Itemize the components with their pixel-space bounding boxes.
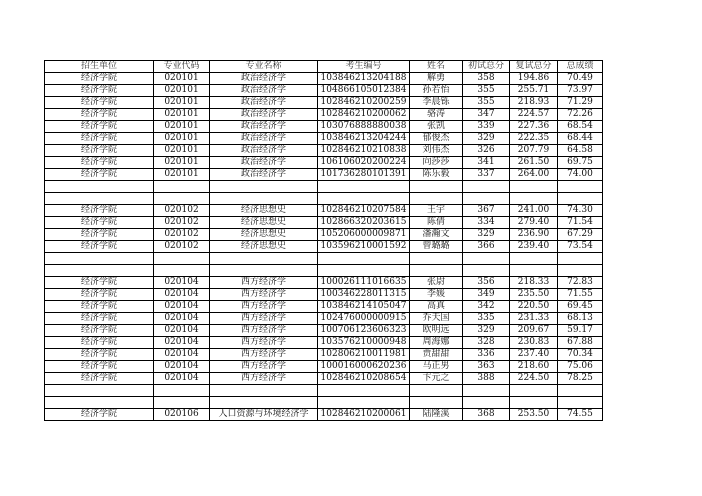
unit-cell: 经济学院 <box>45 157 154 169</box>
candidate-id-cell: 102846210200062 <box>318 109 410 121</box>
major-name-cell <box>210 181 318 193</box>
total-score-cell: 67.29 <box>558 229 603 241</box>
name-cell: 马正男 <box>410 361 463 373</box>
table-row <box>45 289 603 301</box>
name-cell: 向莎莎 <box>410 157 463 169</box>
candidate-id-cell: 102806210011981 <box>318 349 410 361</box>
initial-score-cell <box>463 253 510 265</box>
retest-score-cell: 264.00 <box>510 169 558 181</box>
total-score-cell: 64.58 <box>558 145 603 157</box>
candidate-id-cell: 105206000009871 <box>318 229 410 241</box>
major-name-cell: 政治经济学 <box>210 109 318 121</box>
major-name-cell: 经济思想史 <box>210 217 318 229</box>
total-score-cell: 74.00 <box>558 169 603 181</box>
candidate-id-cell: 103846214105047 <box>318 301 410 313</box>
candidate-id-cell: 100706123606323 <box>318 325 410 337</box>
empty-row <box>45 181 603 193</box>
name-cell: 乔天国 <box>410 313 463 325</box>
major-code-cell <box>154 385 210 397</box>
retest-score-cell: 227.36 <box>510 121 558 133</box>
name-cell: 卞元之 <box>410 373 463 385</box>
table-row <box>45 373 603 385</box>
unit-cell: 经济学院 <box>45 97 154 109</box>
initial-score-cell: 341 <box>463 157 510 169</box>
major-name-cell: 政治经济学 <box>210 73 318 85</box>
total-score-cell: 73.54 <box>558 241 603 253</box>
header-cell: 专业名称 <box>210 61 318 73</box>
table-row <box>45 325 603 337</box>
major-name-cell: 政治经济学 <box>210 121 318 133</box>
table-row <box>45 409 603 421</box>
table-row <box>45 121 603 133</box>
unit-cell: 经济学院 <box>45 217 154 229</box>
major-code-cell: 020104 <box>154 349 210 361</box>
candidate-id-cell <box>318 193 410 205</box>
retest-score-cell: 253.50 <box>510 409 558 421</box>
name-cell: 孙若怡 <box>410 85 463 97</box>
unit-cell: 经济学院 <box>45 133 154 145</box>
retest-score-cell: 279.40 <box>510 217 558 229</box>
table-row <box>45 109 603 121</box>
initial-score-cell: 368 <box>463 409 510 421</box>
initial-score-cell: 358 <box>463 73 510 85</box>
major-name-cell: 西方经济学 <box>210 277 318 289</box>
major-code-cell: 020101 <box>154 109 210 121</box>
name-cell: 张尉 <box>410 277 463 289</box>
name-cell <box>410 181 463 193</box>
initial-score-cell: 349 <box>463 289 510 301</box>
table-row <box>45 349 603 361</box>
major-name-cell: 西方经济学 <box>210 349 318 361</box>
header-cell: 姓名 <box>410 61 463 73</box>
unit-cell: 经济学院 <box>45 205 154 217</box>
total-score-cell: 72.83 <box>558 277 603 289</box>
retest-score-cell: 220.50 <box>510 301 558 313</box>
unit-cell <box>45 385 154 397</box>
initial-score-cell <box>463 193 510 205</box>
table-row <box>45 217 603 229</box>
candidate-id-cell: 102846210200259 <box>318 97 410 109</box>
major-code-cell: 020104 <box>154 373 210 385</box>
major-code-cell: 020101 <box>154 145 210 157</box>
total-score-cell: 73.97 <box>558 85 603 97</box>
major-name-cell: 政治经济学 <box>210 85 318 97</box>
initial-score-cell: 355 <box>463 85 510 97</box>
major-code-cell: 020102 <box>154 205 210 217</box>
unit-cell: 经济学院 <box>45 337 154 349</box>
initial-score-cell: 355 <box>463 97 510 109</box>
retest-score-cell: 222.35 <box>510 133 558 145</box>
total-score-cell: 74.30 <box>558 205 603 217</box>
major-code-cell: 020102 <box>154 217 210 229</box>
major-code-cell: 020104 <box>154 301 210 313</box>
major-code-cell: 020104 <box>154 361 210 373</box>
retest-score-cell: 235.50 <box>510 289 558 301</box>
major-code-cell: 020104 <box>154 277 210 289</box>
major-name-cell: 政治经济学 <box>210 157 318 169</box>
name-cell <box>410 265 463 277</box>
unit-cell: 经济学院 <box>45 121 154 133</box>
initial-score-cell: 363 <box>463 361 510 373</box>
major-code-cell: 020102 <box>154 229 210 241</box>
major-code-cell: 020101 <box>154 73 210 85</box>
name-cell: 陈倩 <box>410 217 463 229</box>
unit-cell: 经济学院 <box>45 85 154 97</box>
table-row <box>45 229 603 241</box>
table-row <box>45 313 603 325</box>
retest-score-cell: 237.40 <box>510 349 558 361</box>
major-name-cell: 政治经济学 <box>210 145 318 157</box>
major-name-cell: 政治经济学 <box>210 97 318 109</box>
major-name-cell <box>210 397 318 409</box>
name-cell: 曾璐璐 <box>410 241 463 253</box>
empty-row <box>45 193 603 205</box>
candidate-id-cell: 100026111016635 <box>318 277 410 289</box>
major-name-cell: 经济思想史 <box>210 205 318 217</box>
table-row <box>45 337 603 349</box>
initial-score-cell: 329 <box>463 133 510 145</box>
name-cell: 骆涛 <box>410 109 463 121</box>
major-code-cell: 020101 <box>154 169 210 181</box>
total-score-cell: 68.44 <box>558 133 603 145</box>
major-code-cell: 020101 <box>154 121 210 133</box>
major-code-cell <box>154 265 210 277</box>
table-row <box>45 361 603 373</box>
candidate-id-cell: 103576210000948 <box>318 337 410 349</box>
unit-cell: 经济学院 <box>45 109 154 121</box>
major-name-cell: 西方经济学 <box>210 289 318 301</box>
total-score-cell <box>558 253 603 265</box>
retest-score-cell: 194.86 <box>510 73 558 85</box>
table-row <box>45 145 603 157</box>
major-name-cell: 政治经济学 <box>210 133 318 145</box>
total-score-cell <box>558 193 603 205</box>
major-code-cell: 020101 <box>154 97 210 109</box>
candidate-id-cell: 100016000620236 <box>318 361 410 373</box>
table-row <box>45 157 603 169</box>
initial-score-cell: 342 <box>463 301 510 313</box>
candidate-id-cell: 103076888880038 <box>318 121 410 133</box>
unit-cell <box>45 181 154 193</box>
retest-score-cell: 224.50 <box>510 373 558 385</box>
unit-cell <box>45 193 154 205</box>
unit-cell: 经济学院 <box>45 169 154 181</box>
candidate-id-cell: 101736280101391 <box>318 169 410 181</box>
candidate-id-cell <box>318 397 410 409</box>
unit-cell <box>45 253 154 265</box>
retest-score-cell: 261.50 <box>510 157 558 169</box>
major-code-cell: 020106 <box>154 409 210 421</box>
candidate-id-cell: 102846210207584 <box>318 205 410 217</box>
unit-cell: 经济学院 <box>45 361 154 373</box>
major-code-cell <box>154 193 210 205</box>
initial-score-cell: 367 <box>463 205 510 217</box>
unit-cell: 经济学院 <box>45 229 154 241</box>
total-score-cell <box>558 397 603 409</box>
name-cell: 刘伟杰 <box>410 145 463 157</box>
header-cell: 考生编号 <box>318 61 410 73</box>
empty-row <box>45 385 603 397</box>
name-cell: 郁俊杰 <box>410 133 463 145</box>
candidate-id-cell: 102866320203615 <box>318 217 410 229</box>
unit-cell: 经济学院 <box>45 73 154 85</box>
header-cell: 初试总分 <box>463 61 510 73</box>
major-code-cell: 020104 <box>154 313 210 325</box>
retest-score-cell <box>510 181 558 193</box>
candidate-id-cell: 106106020200224 <box>318 157 410 169</box>
initial-score-cell: 356 <box>463 277 510 289</box>
name-cell: 陈乐毅 <box>410 169 463 181</box>
initial-score-cell: 337 <box>463 169 510 181</box>
empty-row <box>45 253 603 265</box>
name-cell <box>410 385 463 397</box>
initial-score-cell: 336 <box>463 349 510 361</box>
unit-cell: 经济学院 <box>45 313 154 325</box>
major-code-cell: 020104 <box>154 325 210 337</box>
retest-score-cell <box>510 193 558 205</box>
total-score-cell: 71.29 <box>558 97 603 109</box>
header-cell: 复试总分 <box>510 61 558 73</box>
unit-cell: 经济学院 <box>45 145 154 157</box>
major-name-cell <box>210 265 318 277</box>
major-name-cell: 政治经济学 <box>210 169 318 181</box>
retest-score-cell: 230.83 <box>510 337 558 349</box>
major-name-cell: 西方经济学 <box>210 301 318 313</box>
table-row <box>45 73 603 85</box>
name-cell: 李晨铄 <box>410 97 463 109</box>
candidate-id-cell: 103846213204188 <box>318 73 410 85</box>
header-cell: 专业代码 <box>154 61 210 73</box>
unit-cell <box>45 397 154 409</box>
retest-score-cell: 218.93 <box>510 97 558 109</box>
retest-score-cell: 207.79 <box>510 145 558 157</box>
empty-row <box>45 265 603 277</box>
total-score-cell: 68.54 <box>558 121 603 133</box>
major-code-cell: 020101 <box>154 85 210 97</box>
total-score-cell: 75.06 <box>558 361 603 373</box>
total-score-cell: 71.55 <box>558 289 603 301</box>
name-cell: 欧明远 <box>410 325 463 337</box>
table-row <box>45 133 603 145</box>
major-code-cell: 020104 <box>154 337 210 349</box>
major-name-cell: 西方经济学 <box>210 325 318 337</box>
total-score-cell: 74.55 <box>558 409 603 421</box>
total-score-cell: 78.25 <box>558 373 603 385</box>
table-row <box>45 85 603 97</box>
retest-score-cell: 224.57 <box>510 109 558 121</box>
major-name-cell <box>210 193 318 205</box>
retest-score-cell <box>510 385 558 397</box>
major-name-cell: 西方经济学 <box>210 337 318 349</box>
candidate-id-cell <box>318 385 410 397</box>
header-cell: 招生单位 <box>45 61 154 73</box>
initial-score-cell: 339 <box>463 121 510 133</box>
table-row <box>45 205 603 217</box>
name-cell: 解勇 <box>410 73 463 85</box>
retest-score-cell: 241.00 <box>510 205 558 217</box>
table-row <box>45 97 603 109</box>
candidate-id-cell: 102476000000915 <box>318 313 410 325</box>
total-score-cell: 69.75 <box>558 157 603 169</box>
major-name-cell: 人口资源与环境经济学 <box>210 409 318 421</box>
initial-score-cell <box>463 181 510 193</box>
total-score-cell <box>558 265 603 277</box>
retest-score-cell: 209.67 <box>510 325 558 337</box>
unit-cell: 经济学院 <box>45 325 154 337</box>
header-cell: 总成绩 <box>558 61 603 73</box>
total-score-cell <box>558 385 603 397</box>
total-score-cell: 70.49 <box>558 73 603 85</box>
retest-score-cell: 231.33 <box>510 313 558 325</box>
retest-score-cell: 239.40 <box>510 241 558 253</box>
name-cell <box>410 253 463 265</box>
candidate-id-cell: 102846210200061 <box>318 409 410 421</box>
initial-score-cell: 334 <box>463 217 510 229</box>
initial-score-cell: 366 <box>463 241 510 253</box>
major-code-cell: 020101 <box>154 133 210 145</box>
name-cell: 贾甜甜 <box>410 349 463 361</box>
total-score-cell: 72.26 <box>558 109 603 121</box>
table-row <box>45 301 603 313</box>
name-cell: 周海娜 <box>410 337 463 349</box>
name-cell <box>410 397 463 409</box>
candidate-id-cell: 103596210001592 <box>318 241 410 253</box>
major-code-cell <box>154 253 210 265</box>
initial-score-cell: 388 <box>463 373 510 385</box>
candidate-id-cell: 100346228011315 <box>318 289 410 301</box>
name-cell: 潘瀚文 <box>410 229 463 241</box>
initial-score-cell <box>463 385 510 397</box>
total-score-cell: 67.88 <box>558 337 603 349</box>
major-code-cell <box>154 181 210 193</box>
name-cell <box>410 193 463 205</box>
empty-row <box>45 397 603 409</box>
name-cell: 高真 <box>410 301 463 313</box>
major-code-cell: 020101 <box>154 157 210 169</box>
initial-score-cell: 329 <box>463 325 510 337</box>
unit-cell <box>45 265 154 277</box>
major-name-cell: 经济思想史 <box>210 241 318 253</box>
table-body <box>45 73 603 421</box>
unit-cell: 经济学院 <box>45 373 154 385</box>
retest-score-cell: 255.71 <box>510 85 558 97</box>
retest-score-cell: 236.90 <box>510 229 558 241</box>
unit-cell: 经济学院 <box>45 289 154 301</box>
major-name-cell <box>210 385 318 397</box>
initial-score-cell: 326 <box>463 145 510 157</box>
major-name-cell: 西方经济学 <box>210 313 318 325</box>
unit-cell: 经济学院 <box>45 349 154 361</box>
name-cell: 王宇 <box>410 205 463 217</box>
initial-score-cell <box>463 265 510 277</box>
table-row <box>45 169 603 181</box>
unit-cell: 经济学院 <box>45 409 154 421</box>
major-name-cell: 经济思想史 <box>210 229 318 241</box>
unit-cell: 经济学院 <box>45 301 154 313</box>
total-score-cell: 71.54 <box>558 217 603 229</box>
major-name-cell: 西方经济学 <box>210 361 318 373</box>
score-table <box>44 60 603 421</box>
total-score-cell: 70.34 <box>558 349 603 361</box>
header-row <box>45 61 603 73</box>
name-cell: 陆隆溪 <box>410 409 463 421</box>
major-name-cell: 西方经济学 <box>210 373 318 385</box>
initial-score-cell: 335 <box>463 313 510 325</box>
candidate-id-cell: 102846210208654 <box>318 373 410 385</box>
initial-score-cell: 347 <box>463 109 510 121</box>
candidate-id-cell: 103846213204244 <box>318 133 410 145</box>
initial-score-cell: 329 <box>463 229 510 241</box>
candidate-id-cell: 102846210210838 <box>318 145 410 157</box>
total-score-cell <box>558 181 603 193</box>
retest-score-cell: 218.33 <box>510 277 558 289</box>
name-cell: 张凯 <box>410 121 463 133</box>
major-code-cell: 020104 <box>154 289 210 301</box>
retest-score-cell <box>510 265 558 277</box>
table-row <box>45 277 603 289</box>
retest-score-cell: 218.60 <box>510 361 558 373</box>
candidate-id-cell <box>318 265 410 277</box>
name-cell: 李媛 <box>410 289 463 301</box>
candidate-id-cell <box>318 181 410 193</box>
major-code-cell: 020102 <box>154 241 210 253</box>
candidate-id-cell <box>318 253 410 265</box>
initial-score-cell: 328 <box>463 337 510 349</box>
unit-cell: 经济学院 <box>45 277 154 289</box>
major-name-cell <box>210 253 318 265</box>
table-row <box>45 241 603 253</box>
retest-score-cell <box>510 397 558 409</box>
major-code-cell <box>154 397 210 409</box>
initial-score-cell <box>463 397 510 409</box>
candidate-id-cell: 104866105012384 <box>318 85 410 97</box>
total-score-cell: 69.45 <box>558 301 603 313</box>
unit-cell: 经济学院 <box>45 241 154 253</box>
total-score-cell: 59.17 <box>558 325 603 337</box>
retest-score-cell <box>510 253 558 265</box>
total-score-cell: 68.13 <box>558 313 603 325</box>
